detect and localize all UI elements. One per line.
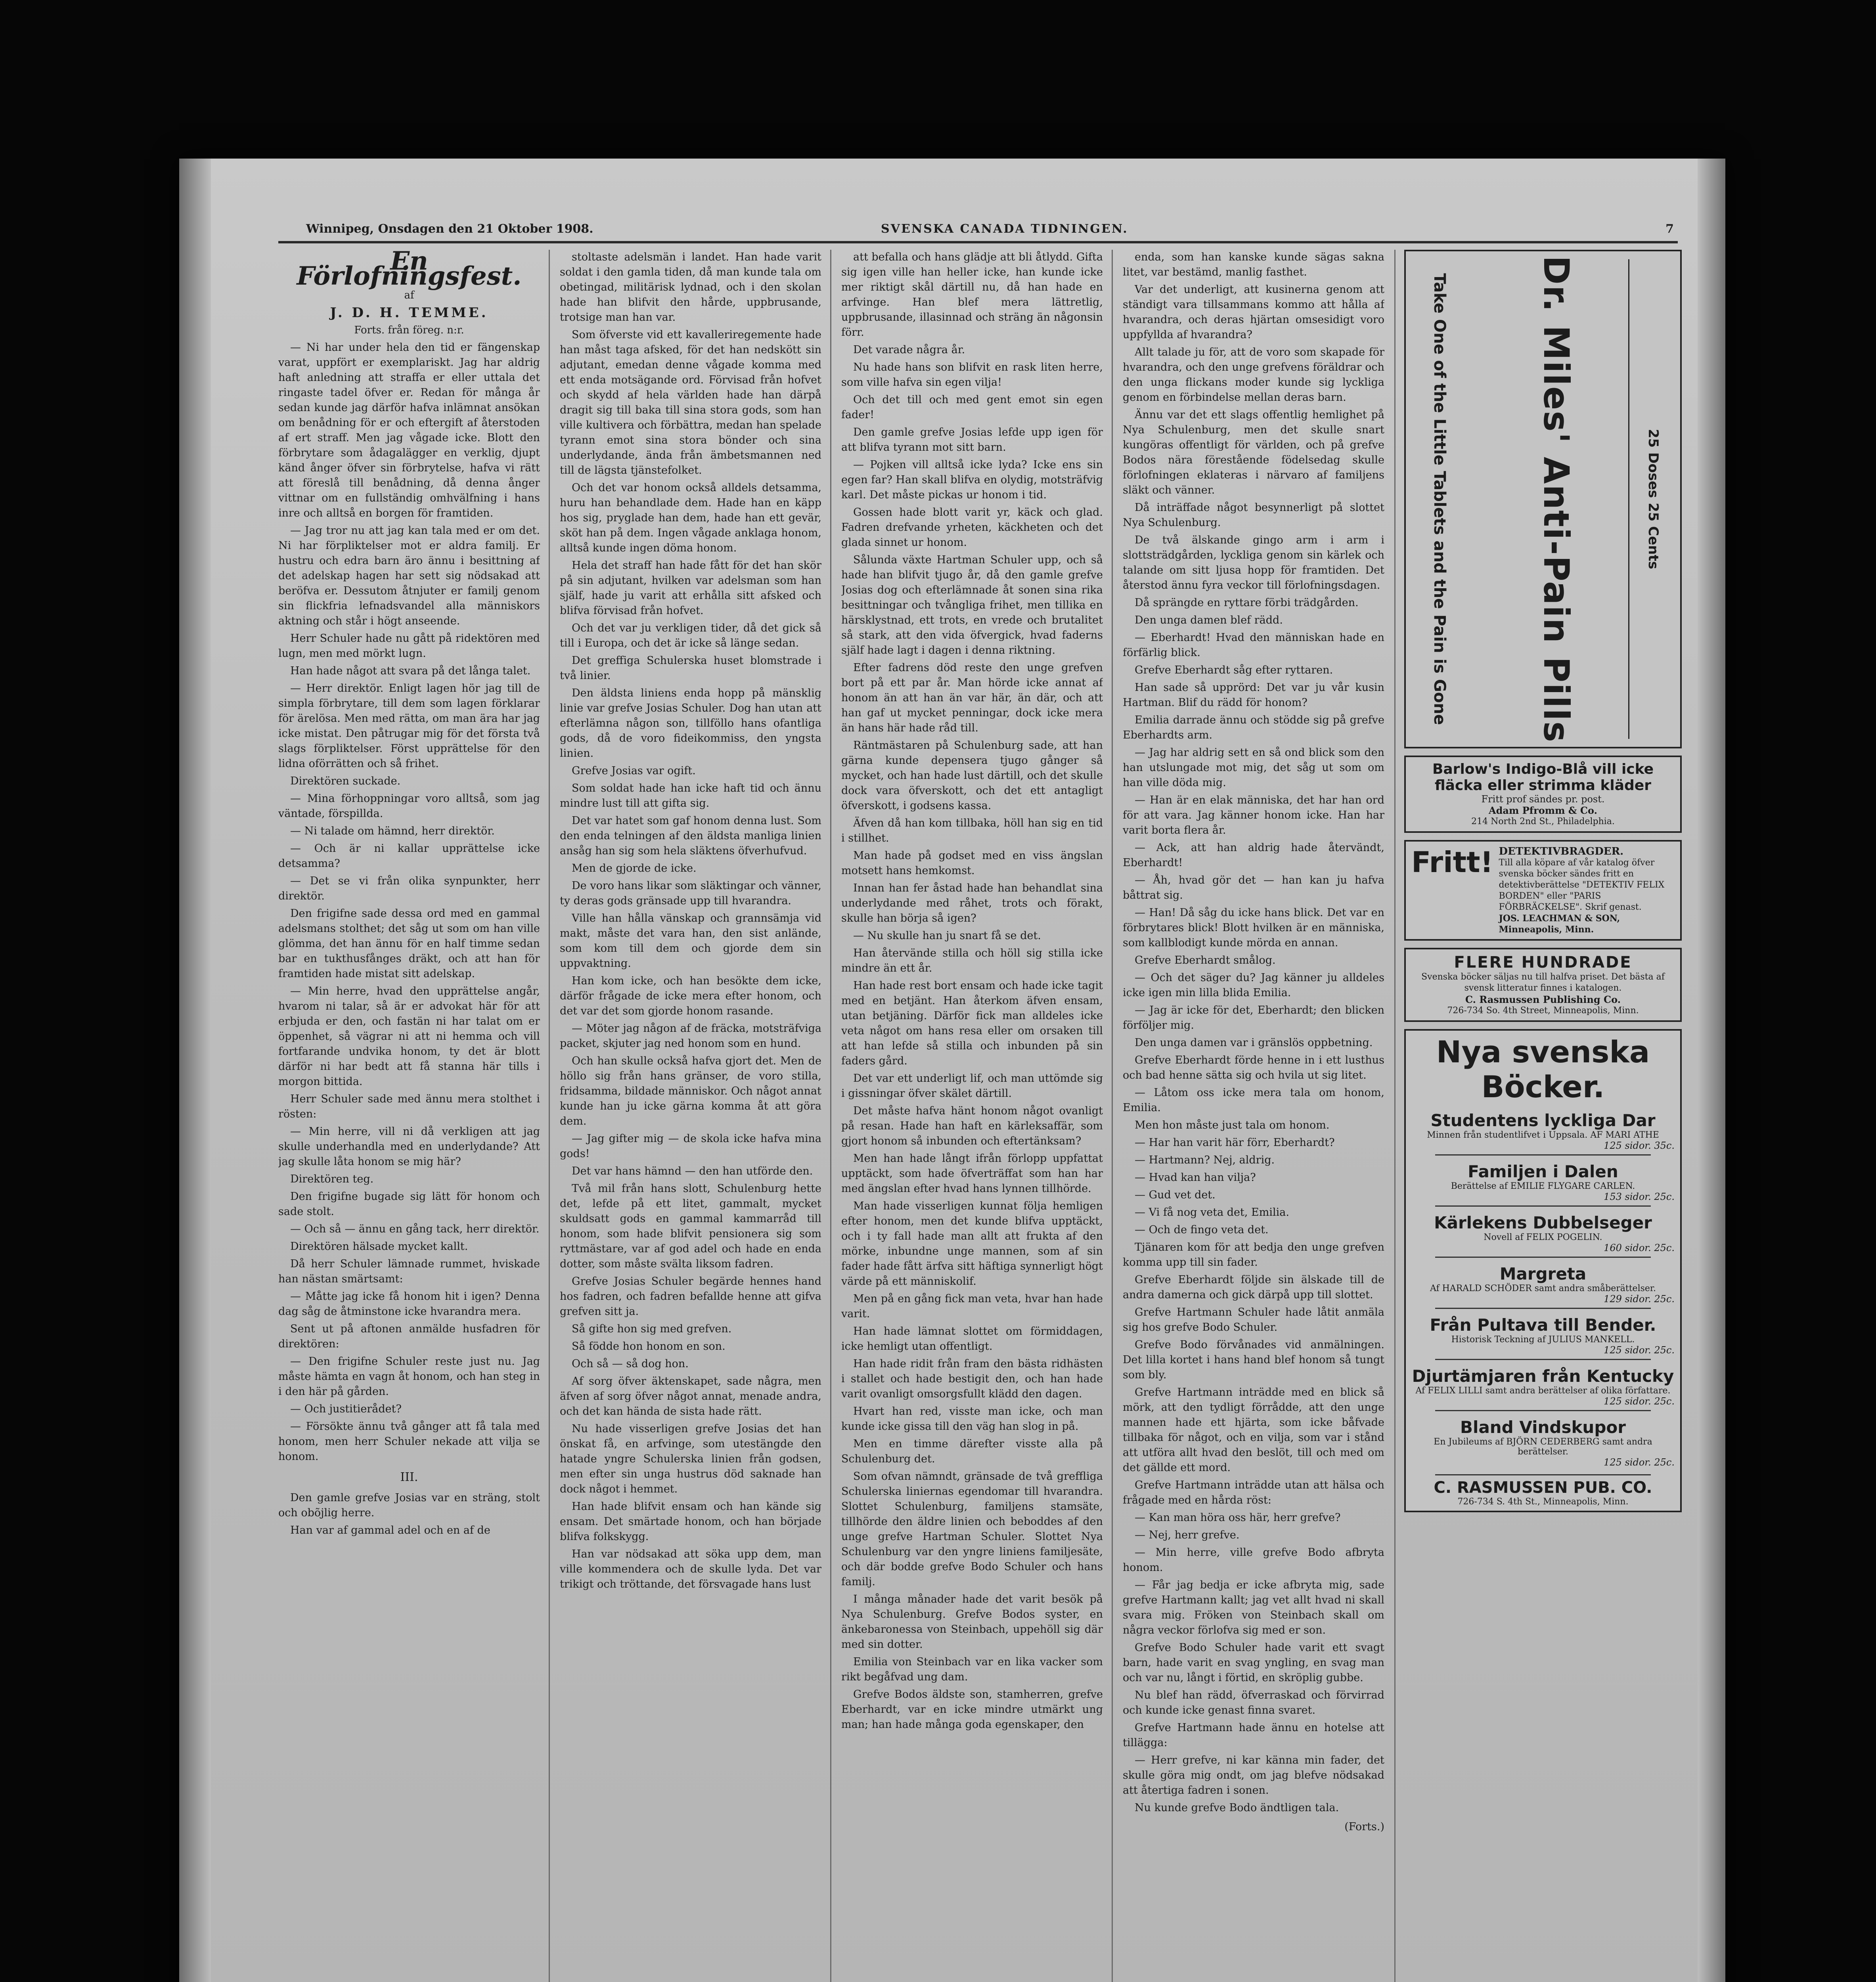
book-by: Af HARALD SCHÖDER samt andra småberättelser. (1430, 1284, 1656, 1293)
paragraph: — Jag har aldrig sett en så ond blick som den han utslungade mot mig, det såg ut som om han ville döda mig. (1123, 746, 1384, 789)
paragraph: Grefve Eberhardt såg efter ryttaren. (1135, 664, 1333, 676)
divider (1435, 1308, 1651, 1309)
paragraph: — Och det säger du? Jag känner ju alldeles icke igen min lilla blida Emilia. (1123, 972, 1384, 999)
paragraph: Nu hade visserligen grefve Josias det han önskat få, en arfvinge, som utestängde den hatade yngre Schulerska linien från godsen, men efter sin unga hustrus död saknade han dock något i hemmet. (560, 1423, 821, 1495)
publisher-name: C. RASMUSSEN PUB. CO. (1434, 1479, 1652, 1497)
paragraph: — Min herre, vill ni då verkligen att jag skulle underhandla med en underlydande? Att jag skulle låta honom se mig här? (278, 1125, 540, 1168)
paragraph: Det måste hafva hänt honom något ovanligt på resan. Hade han haft en kärleksaffär, som gjort honom så inbunden och eftertänksam? (841, 1105, 1103, 1147)
book-title: Från Pultava till Bender. (1430, 1315, 1656, 1335)
paragraph: Grefve Josias Schuler begärde hennes hand hos fadren, och fadren befallde henne att gifva grefven sitt ja. (560, 1275, 821, 1318)
flere-hundrade-ad (1404, 948, 1682, 1022)
paragraph: Han var nödsakad att söka upp dem, man ville kommendera och de skulle lyda. Det var trikigt och tröttande, det försvagade hans lust (560, 1548, 821, 1590)
paragraph: Han kom icke, och han besökte dem icke, därför frågade de icke mera efter honom, och det var det som gjorde honom rasande. (560, 975, 821, 1017)
indigo-blue-ad (1404, 756, 1682, 833)
paragraph: Man hade visserligen kunnat följa hemligen efter honom, men det kunde blifva upptäckt, och i ty fall hade man allt att frukta af den mörke, inbundne unge mannen, som af sin fader hade fått ärfva sitt häftiga synnerligt högt värde på ett människolif. (841, 1200, 1103, 1288)
book-price: 125 sidor. 25c. (1604, 1396, 1675, 1407)
paragraph: — Ni talade om hämnd, herr direktör. (290, 825, 495, 837)
book-price: 125 sidor. 25c. (1604, 1345, 1675, 1356)
paragraph: — Mina förhoppningar voro alltså, som jag väntade, förspillda. (278, 792, 540, 820)
indigo-ad-maker: Adam Pfromm & Co. (1489, 805, 1597, 816)
paragraph: Och det var honom också alldels detsamma, huru han behandlade dem. Hade han en käpp hos sig, pryglade han dem, hade han ett gevär, sköt han på dem. Ingen vågade anklaga honom, alltså kunde ingen döma honom. (560, 482, 821, 554)
book-listing (1411, 1315, 1675, 1360)
continued-marker: (Forts.) (1344, 1821, 1384, 1833)
book-by: Historisk Teckning af JULIUS MANKELL. (1451, 1335, 1635, 1345)
book-listing (1411, 1418, 1675, 1468)
paragraph: Den frigifne bugade sig lätt för honom och sade stolt. (278, 1190, 540, 1218)
paragraph: Grefve Eberhardt förde henne in i ett lusthus och bad henne sätta sig och hvila ut sig litet. (1123, 1054, 1384, 1081)
book-title: Studentens lyckliga Dar (1430, 1111, 1656, 1130)
pill-ad-side: Take One of the Little Tablets and the Pain is Gone (1430, 273, 1449, 725)
paragraph: Det var hans hämnd — den han utförde den. (572, 1165, 813, 1177)
book-by: Minnen från studentlifvet i Uppsala. AF MARI ATHE (1427, 1130, 1659, 1140)
fritt-ad-text: Till alla köpare af vår katalog öfver svenska böcker sändes fritt en detektivberättelse "DETEKTIV FELIX BORDEN" eller "PARIS FÖRBRÄCKELSE". Skrif genast. (1499, 858, 1665, 912)
book-listing (1411, 1162, 1675, 1207)
paragraph: Han hade ridit från fram den bästa ridhästen i stallet och hade bestigit den, och han hade varit ovanligt omsorgsfullt klädd den dagen. (841, 1358, 1103, 1400)
dateline: Winnipeg, Onsdagen den 21 Oktober 1908. (306, 222, 593, 236)
byline-prefix: af (404, 289, 414, 301)
book-title: Margreta (1499, 1264, 1587, 1284)
books-ad-title: Nya svenska Böcker. (1436, 1034, 1650, 1104)
paragraph: Innan han fer åstad hade han behandlat sina underlydande med råhet, trots och förakt, skulle han börja så igen? (841, 882, 1103, 924)
paragraph: Man hade på godset med en viss ängslan motsett hans hemkomst. (841, 849, 1103, 877)
paragraph: Var det underligt, att kusinerna genom att ständigt vara tillsammans kommo att hålla af hvarandra, och deras hjärtan omsesidigt voro uppfyllda af hvarandra? (1123, 283, 1384, 341)
paragraph: Grefve Bodo förvånades vid anmälningen. Det lilla kortet i hans hand blef honom så tungt som bly. (1123, 1339, 1384, 1381)
paragraph: — Och så — ännu en gång tack, herr direktör. (290, 1223, 540, 1235)
book-listing (1411, 1264, 1675, 1309)
paragraph: — Vi få nog veta det, Emilia. (1135, 1206, 1289, 1219)
paragraph: Hvart han red, visste man icke, och man kunde icke gissa till den väg han slog in på. (841, 1405, 1103, 1433)
paragraph: Men hon måste just tala om honom. (1135, 1119, 1330, 1131)
paragraph: Det var hatet som gaf honom denna lust. Som den enda telningen af den äldsta manliga linien ansåg han sig som hela släktens öfverhufvud. (560, 815, 821, 857)
paragraph: Ville han hålla vänskap och grannsämja vid makt, måste det vara han, den sist anlände, som kom till dem och gjorde dem sin uppvaktning. (560, 912, 821, 970)
paragraph: Efter fadrens död reste den unge grefven bort på ett par år. Man hörde icke annat af honom än att han än var här, än där, och att han gaf ut mycket penningar, dock icke mera än hans här hade råd till. (841, 662, 1103, 734)
paragraph: — Har han varit här förr, Eberhardt? (1135, 1136, 1335, 1149)
paragraph: — Pojken vill alltså icke lyda? Icke ens sin egen far? Han skall blifva en olydig, motsträfvig karl. Det måste pickas ur honom i tid. (841, 459, 1103, 501)
paragraph: Ännu var det ett slags offentlig hemlighet på Nya Schulenburg, men det skulle snart kungöras offentligt för världen, och på grefve Bodos nära förestående födelsedag skulle förlofningen eklateras i närvaro af familjens släkt och vänner. (1123, 409, 1384, 496)
paragraph: — Han är en elak människa, det har han ord för att vara. Jag känner honom icke. Han har varit borta flera år. (1123, 794, 1384, 836)
book-price: 153 sidor. 25c. (1604, 1191, 1675, 1202)
paragraph: Direktören teg. (290, 1173, 374, 1185)
divider (1435, 1154, 1651, 1156)
paragraph: — Hartmann? Nej, aldrig. (1135, 1154, 1275, 1166)
column-rule (549, 250, 550, 1982)
paragraph: — Jag är icke för det, Eberhardt; den blicken förföljer mig. (1123, 1004, 1384, 1031)
paragraph: Han återvände stilla och höll sig stilla icke mindre än ett år. (841, 947, 1103, 974)
story-column-3 (841, 250, 1103, 1982)
book-by: Berättelse af EMILIE FLYGARE CARLEN. (1451, 1181, 1635, 1191)
paragraph: — Ni har under hela den tid er fängenskap varat, uppfört er exemplariskt. Jag har aldrig haft anledning att straffa er eller uttala det ringaste tadel öfver er. Redan för många år sedan kunde jag därför hafva inlämnat ansökan om benådning för er och eftergift af återstoden af ert straff. Men jag vågade icke. Blott den förbrytare som ådagalägger en verklig, djupt känd ånger öfver sin förbrytelse, hafva vi rätt att föreslå till benådning, då denna ånger vittnar om en fullständig omhvälfning i hans inre och alltså en borgen för framtiden. (278, 341, 540, 519)
book-listing (1411, 1366, 1675, 1411)
paragraph: — Nu skulle han ju snart få se det. (853, 930, 1041, 942)
paragraph: Herr Schuler sade med ännu mera stolthet i rösten: (278, 1093, 540, 1120)
paragraph: Den äldsta liniens enda hopp på mänsklig linie var grefve Josias Schuler. Dog han utan att efterlämna någon son, tillföllo hans ofantliga gods, då de voro fideikommiss, den yngsta linien. (560, 687, 821, 760)
pill-ad-title: Dr. Miles' Anti-Pain Pills (1536, 255, 1577, 743)
paragraph: Då herr Schuler lämnade rummet, hviskade han nästan smärtsamt: (278, 1258, 540, 1285)
indigo-ad-title: Barlow's Indigo-Blå vill icke fläcka eller strimma kläder (1432, 761, 1654, 794)
column-body (1123, 250, 1384, 1816)
paragraph: enda, som han kanske kunde sägas sakna litet, var bestämd, manlig fasthet. (1123, 251, 1384, 278)
paragraph: Det varade några år. (853, 344, 965, 356)
story-column-1 (278, 250, 540, 1982)
indigo-ad-address: 214 North 2nd St., Philadelphia. (1471, 817, 1615, 826)
paragraph: Två mil från hans slott, Schulenburg hette det, lefde på ett litet, gammalt, mycket skuldsatt gods en gammal kammarråd till honom, som hade blifvit pensionera sig som ryttmästare, var af god adel och hade en enda dotter, som måste svälta liksom fadren. (560, 1182, 821, 1270)
chapter-heading: III. (400, 1470, 418, 1484)
new-books-ad (1404, 1029, 1682, 1512)
paragraph: — Jag tror nu att jag kan tala med er om det. Ni har förpliktelser mot er aldra familj. Er hustru och edra barn äro ännu i besittning af det adelskap hagen har sett sig nödsakad att beröfva er. Dessutom åtnjuter er familj genom sin flickfria lefnadsvandel alla människors aktning och står i högt anseende. (278, 524, 540, 627)
paragraph: Så gifte hon sig med grefven. (572, 1323, 732, 1335)
paragraph: Han hade blifvit ensam och han kände sig ensam. Det smärtade honom, och han började blifva folkskygg. (560, 1500, 821, 1543)
paragraph: — Gud vet det. (1135, 1189, 1216, 1201)
paragraph: — Hvad kan han vilja? (1135, 1171, 1256, 1184)
book-title: Familjen i Dalen (1468, 1162, 1618, 1181)
paragraph: — Min herre, hvad den upprättelse angår, hvarom ni talar, så är er advokat här för att erbjuda er den, och fastän ni har talat om er öppenhet, så vägrar ni att ni hemma och vill fortfarande undvika honom, ty det är blott därför ni har bedt att få stanna här tills i morgon bittida. (278, 985, 540, 1088)
book-price: 160 sidor. 25c. (1604, 1242, 1675, 1253)
paragraph: Grefve Josias var ogift. (572, 765, 696, 777)
paragraph: Allt talade ju för, att de voro som skapade för hvarandra, och den unge grefvens föräldrar och den unga flickans moder kunde sig lyckliga genom en förbindelse mellan deras barn. (1123, 346, 1384, 404)
anti-pain-pills-ad (1404, 250, 1682, 748)
paragraph: Grefve Hartmann inträdde med en blick så mörk, att den tydligt förrådde, att den unge mannen hade ett hjärta, som icke båfvade tillbaka för något, och en vilja, som var i stånd att utföra allt hvad den beslöt, till och med om det gällde ett mord. (1123, 1386, 1384, 1474)
paragraph: Men han hade långt ifrån förlopp uppfattat upptäckt, som hade öfverträffat som han har med ängslan efter hvad hans lynnen tillhörde. (841, 1152, 1103, 1195)
paragraph: — Försökte ännu två gånger att få tala med honom, men herr Schuler nekade att vilja se honom. (278, 1420, 540, 1463)
paragraph: Emilia darrade ännu och stödde sig på grefve Eberhardts arm. (1123, 714, 1384, 741)
paragraph: — Ack, att han aldrig hade återvändt, Eberhardt! (1123, 842, 1384, 869)
paragraph: — Herr direktör. Enligt lagen hör jag till de simpla förbrytare, till dem som lagen förklarar för ärelösa. Men med rätta, om man ära har jag icke mistat. Den påtrugar mig för det första två slags förpliktelser. Först upprättelse för den lidna oförrätten och så frihet. (278, 682, 540, 770)
book-title: Kärlekens Dubbelseger (1434, 1213, 1652, 1232)
story-column-4 (1123, 250, 1384, 1982)
divider (1435, 1205, 1651, 1207)
paragraph: Nu blef han rädd, öfverraskad och förvirrad och kunde icke genast finna svaret. (1123, 1689, 1384, 1716)
paragraph: Det var ett underligt lif, och man uttömde sig i gissningar öfver skälet därtill. (841, 1072, 1103, 1100)
flere-ad-firm: C. Rasmussen Publishing Co. (1465, 994, 1621, 1005)
fritt-word: Fritt! (1411, 846, 1493, 879)
paragraph: Så födde hon honom en son. (572, 1340, 726, 1353)
paragraph: Han hade lämnat slottet om förmiddagen, icke hemligt utan offentligt. (841, 1325, 1103, 1353)
page-number: 7 (1665, 222, 1674, 236)
paragraph: Sent ut på aftonen anmälde husfadren för direktören: (278, 1323, 540, 1350)
paragraph: — Han! Då såg du icke hans blick. Det var en förbrytares blick! Blott hvilken är en människa, som kallblodigt kunde mörda en annan. (1123, 907, 1384, 949)
paragraph: De två älskande gingo arm i arm i slottsträdgården, lyckliga genom sin kärlek och talande om sitt ljusa hopp för framtiden. Det återstod ännu fyra veckor till förlofningsdagen. (1123, 534, 1384, 591)
paragraph: Gossen hade blott varit yr, käck och glad. Fadren drefvande yrheten, käckheten och det glada sinnet ur honom. (841, 506, 1103, 549)
flere-ad-address: 726-734 So. 4th Street, Minneapolis, Minn. (1447, 1006, 1639, 1016)
paragraph: I många månader hade det varit besök på Nya Schulenburg. Grefve Bodos syster, en änkebaronessa von Steinbach, uppehöll sig där med sin dotter. (841, 1593, 1103, 1651)
paragraph: — Eberhardt! Hvad den människan hade en förfärlig blick. (1123, 631, 1384, 659)
flere-ad-title: FLERE HUNDRADE (1454, 953, 1632, 972)
paragraph: Den frigifne sade dessa ord med en gammal adelsmans stolthet; det såg ut som om han ville glömma, det han ännu för en half timme sedan bar en tukthusfånges dräkt, och att han för framtiden hade mistat sitt adelskap. (278, 907, 540, 980)
book-title: Djurtämjaren från Kentucky (1412, 1366, 1674, 1386)
paragraph: — Jag gifter mig — de skola icke hafva mina gods! (560, 1133, 821, 1160)
story-author: J. D. H. TEMME. (330, 305, 488, 321)
paragraph: — Möter jag någon af de fräcka, motsträfviga packet, skjuter jag ned honom som en hund. (560, 1022, 821, 1050)
fritt-ad (1404, 840, 1682, 941)
paragraph: Och så — så dog hon. (572, 1358, 689, 1370)
paragraph: Grefve Bodo Schuler hade varit ett svagt barn, hade varit en svag yngling, en svag man och var nu, långt i förtid, en skröplig gubbe. (1123, 1641, 1384, 1684)
paragraph: Räntmästaren på Schulenburg sade, att han gärna kunde depensera tjugo gånger så mycket, och han hade lust därtill, och det skulle dock vara öfverskott, och det ett antagligt öfverskott, i godsens kassa. (841, 739, 1103, 812)
paragraph: Herr Schuler hade nu gått på ridektören med lugn, men med mörkt lugn. (278, 632, 540, 660)
paragraph: Grefve Bodos äldste son, stamherren, grefve Eberhardt, var en icke mindre utmärkt ung man; han hade många goda egenskaper, den (841, 1688, 1103, 1731)
paragraph: Och det till och med gent emot sin egen fader! (841, 394, 1103, 421)
book-by: Novell af FELIX POGELIN. (1484, 1232, 1602, 1242)
divider (1435, 1410, 1651, 1411)
book-price: 125 sidor. 35c. (1604, 1140, 1675, 1151)
paragraph: — Nej, herr grefve. (1135, 1529, 1240, 1541)
indigo-ad-sub: Fritt prof sändes pr. post. (1481, 794, 1605, 805)
publisher-address: 726-734 S. 4th St., Minneapolis, Minn. (1457, 1497, 1629, 1507)
paragraph: — Det se vi från olika synpunkter, herr direktör. (278, 875, 540, 902)
story-column-2 (560, 250, 821, 1982)
paragraph: — Låtom oss icke mera tala om honom, Emilia. (1123, 1087, 1384, 1114)
column-body (278, 340, 540, 1464)
paragraph: Han hade något att svara på det långa talet. (290, 665, 531, 677)
paragraph: Som soldat hade han icke haft tid och ännu mindre lust till att gifta sig. (560, 782, 821, 809)
column-body (841, 250, 1103, 1732)
book-by: En Jubileums af BJÖRN CEDERBERG samt andra berättelser. (1434, 1437, 1652, 1457)
paragraph: Af sorg öfver äktenskapet, sade några, men äfven af sorg öfver något annat, menade andra, och det kan hända de sista hade rätt. (560, 1375, 821, 1418)
paragraph: stoltaste adelsmän i landet. Han hade varit soldat i den gamla tiden, då man kunde tala om obetingad, militärisk lydnad, och i den skolan hade han blifvit den hårde, uppbrusande, trotsige man han var. (560, 251, 821, 323)
paragraph: Äfven då han kom tillbaka, höll han sig en tid i stillhet. (841, 817, 1103, 844)
paragraph: Den gamle grefve Josias lefde upp igen för att blifva tyrann mot sitt barn. (841, 426, 1103, 453)
paragraph: Han var af gammal adel och en af de (290, 1524, 490, 1536)
paragraph: Nu kunde grefve Bodo ändtligen tala. (1135, 1802, 1339, 1814)
book-title: Bland Vindskupor (1460, 1418, 1626, 1437)
paragraph: Den gamle grefve Josias var en sträng, stolt och obõjlig herre. (278, 1492, 540, 1519)
paragraph: — Och är ni kallar upprättelse icke detsamma? (278, 842, 540, 870)
paragraph: — Måtte jag icke få honom hit i igen? Denna dag såg de åtminstone icke hvarandra mera. (278, 1290, 540, 1318)
paragraph: att befalla och hans glädje att bli åtlydd. Gifta sig igen ville han heller icke, han kunde icke mer riktigt skål därtill nu, då han hade en arfvinge. Han blef mera lättretlig, uppbrusande, illasinnad och sträng än någonsin förr. (841, 251, 1103, 339)
paragraph: — Får jag bedja er icke afbryta mig, sade grefve Hartmann kallt; jag vet allt hvad ni skall svara mig. Fröken von Steinbach skall om några veckor förlofva sig med er son. (1123, 1579, 1384, 1636)
pill-ad-title-wrap (1473, 255, 1640, 743)
page-edge-shadow-left (179, 159, 211, 1982)
paragraph: Sålunda växte Hartman Schuler upp, och så hade han blifvit tjugo år, då den gamle grefve Josias dog och efterlämnade åt sonen sina rika besittningar och tvångliga frihet, men tillika en härsklystnad, ett trots, en vrede och brutalitet så stark, att den vida öfvergick, hvad faderns själf hade lagt i dagen i denna riktning. (841, 554, 1103, 656)
column-rule (830, 250, 831, 1982)
paragraph: Men på en gång fick man veta, hvar han hade varit. (841, 1293, 1103, 1320)
divider (1435, 1257, 1651, 1258)
book-listing (1411, 1213, 1675, 1258)
paragraph: Hela det straff han hade fått för det han skör på sin adjutant, hvilken var adelsman som han själf, hade ju varit att erhålla sitt afsked och blifva förvisad från hofvet. (560, 559, 821, 617)
column-rule (1112, 250, 1113, 1982)
paragraph: — Kan man höra oss här, herr grefve? (1135, 1511, 1341, 1524)
paragraph: Men en timme därefter visste alla på Schulenburg det. (841, 1438, 1103, 1465)
paragraph: Och han skulle också hafva gjort det. Men de höllo sig från hans gränser, de voro stilla, fridsamma, bildade människor. Och något annat kunde han ju icke gärna komma åt att göra dem. (560, 1055, 821, 1127)
paragraph: Grefve Eberhardt smålog. (1135, 954, 1276, 966)
paragraph: — Åh, hvad gör det — han kan ju hafva båttrat sig. (1123, 874, 1384, 901)
book-listing (1411, 1111, 1675, 1156)
paragraph: Den unga damen blef rädd. (1135, 614, 1283, 626)
story-title: En Förlofningsfest. (297, 250, 522, 291)
paragraph: Som öfverste vid ett kavalleriregemente hade han måst taga afsked, för det han nedskött sin adjutant, emedan denne vågade komma med ett enda motsägande ord. Förvisad från hofvet och skydd af hela världen hade han därpå dragit sig till baka till sina stora gods, som han ville kultivera och förbättra, medan han spelade tyrann emot sina stora bönder och sina underlydande, ända från ämbetsmannen ned till de lägsta tjänstefolket. (560, 329, 821, 476)
book-price: 125 sidor. 25c. (1604, 1457, 1675, 1468)
newspaper-page (179, 159, 1725, 1982)
newspaper-name: SVENSKA CANADA TIDNINGEN. (881, 222, 1128, 236)
paragraph: — Den frigifne Schuler reste just nu. Jag måste hämta en vagn åt honom, och han steg in i den här på gården. (278, 1355, 540, 1398)
column-rule (1394, 250, 1396, 1982)
column-body (278, 1490, 540, 1538)
paragraph: — Min herre, ville grefve Bodo afbryta honom. (1123, 1546, 1384, 1574)
divider (1435, 1474, 1651, 1475)
fritt-ad-title: DETEKTIVBRAGDER. (1499, 846, 1624, 857)
paragraph: Grefve Hartmann Schuler hade låtit anmäla sig hos grefve Bodo Schuler. (1123, 1306, 1384, 1333)
paragraph: De voro hans likar som släktingar och vänner, ty deras gods gränsade upp till hvarandra. (560, 880, 821, 907)
paragraph: — Och de fingo veta det. (1135, 1224, 1269, 1236)
book-list (1411, 1111, 1675, 1468)
continued-from: Forts. från föreg. n:r. (354, 324, 464, 336)
paragraph: Då inträffade något besynnerligt på slottet Nya Schulenburg. (1123, 501, 1384, 529)
flere-ad-text: Svenska böcker säljas nu till halfva priset. Det bästa af svensk litteratur finnes i katalogen. (1421, 972, 1665, 993)
paragraph: Och det var ju verkligen tider, då det gick så till i Europa, och det är icke så länge sedan. (560, 622, 821, 649)
paragraph: Som ofvan nämndt, gränsade de två greffliga Schulerska liniernas egendomar till hvarandra. Slottet Schulenburg, familjens stamsäte, tillhörde den äldre linien och beboddes af den unge grefve Hartman Schuler. Slottet Nya Schulenburg var den yngre liniens familjesäte, och där bodde grefve Bodo Schuler och hans familj. (841, 1470, 1103, 1588)
fritt-ad-firm: JOS. LEACHMAN & SON, Minneapolis, Minn. (1499, 913, 1620, 935)
paragraph: Det greffiga Schulerska huset blomstrade i två linier. (560, 654, 821, 682)
paragraph: Grefve Eberhardt följde sin älskade till de andra damerna och gick därpå upp till slottet. (1123, 1274, 1384, 1301)
paragraph: Tjänaren kom för att bedja den unge grefven komma upp till sin fader. (1123, 1241, 1384, 1268)
paragraph: Då sprängde en ryttare förbi trädgården. (1135, 597, 1359, 609)
paragraph: Emilia von Steinbach var en lika vacker som rikt begåfvad ung dam. (841, 1656, 1103, 1683)
paragraph: Han sade så upprörd: Det var ju vår kusin Hartman. Blif du rädd för honom? (1123, 681, 1384, 709)
paragraph: — Och justitierådet? (290, 1403, 402, 1415)
advertisement-column (1404, 250, 1682, 1982)
column-body (560, 250, 821, 1592)
header-rule (278, 241, 1678, 243)
paragraph: Men de gjorde de icke. (572, 862, 697, 874)
paragraph: — Herr grefve, ni kar känna min fader, det skulle göra mig ondt, om jag blefve nödsakad att återtiga fadren i sonen. (1123, 1754, 1384, 1796)
paragraph: Direktören hälsade mycket kallt. (290, 1240, 468, 1253)
paragraph: Grefve Hartmann hade ännu en hotelse att tillägga: (1123, 1722, 1384, 1749)
book-by: Af FELIX LILLI samt andra berättelser af olika författare. (1415, 1386, 1671, 1396)
pill-ad-price: 25 Doses 25 Cents (1628, 259, 1677, 739)
paragraph: Nu hade hans son blifvit en rask liten herre, som ville hafva sin egen vilja! (841, 361, 1103, 388)
page-edge-shadow-right (1698, 159, 1725, 1982)
paragraph: Han hade rest bort ensam och hade icke tagit med en betjänt. Han återkom äfven ensam, utan betjäning. Därför fick man alldeles icke veta något om hans resa eller om orsaken till att han lefde så stilla och inbunden på sin faders gård. (841, 980, 1103, 1067)
paragraph: Den unga damen var i gränslös oppbetning. (1135, 1037, 1373, 1049)
book-price: 129 sidor. 25c. (1604, 1293, 1675, 1305)
divider (1435, 1359, 1651, 1360)
paragraph: Grefve Hartmann inträdde utan att hälsa och frågade med en hårda röst: (1123, 1479, 1384, 1506)
paragraph: Direktören suckade. (290, 775, 401, 787)
